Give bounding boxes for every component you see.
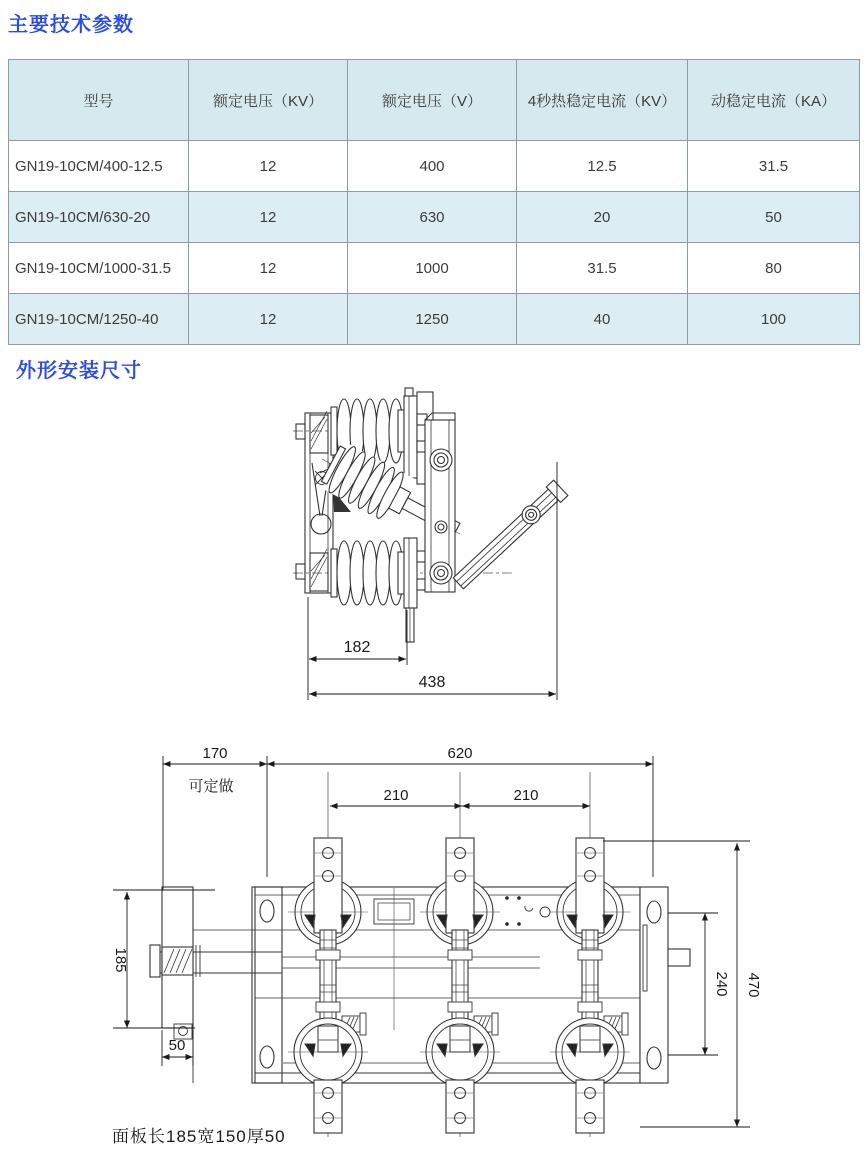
value-cell: 20 xyxy=(517,192,688,243)
value-cell: 50 xyxy=(688,192,860,243)
column-header: 动稳定电流（KA） xyxy=(688,60,860,141)
value-cell: 100 xyxy=(688,294,860,345)
model-cell: GN19-10CM/400-12.5 xyxy=(9,141,189,192)
dim-label-170: 170 xyxy=(202,745,228,762)
value-cell: 630 xyxy=(348,192,517,243)
model-cell: GN19-10CM/630-20 xyxy=(9,192,189,243)
dim-label-210a: 210 xyxy=(383,787,409,804)
column-header: 型号 xyxy=(9,60,189,141)
dim-label-185: 185 xyxy=(112,947,129,973)
section-title-parameters: 主要技术参数 xyxy=(8,14,134,36)
value-cell: 80 xyxy=(688,243,860,294)
value-cell: 12 xyxy=(189,294,348,345)
model-cell: GN19-10CM/1000-31.5 xyxy=(9,243,189,294)
value-cell: 31.5 xyxy=(688,141,860,192)
dim-label-470: 470 xyxy=(745,972,762,998)
panel-size-caption: 面板长185宽150厚50 xyxy=(112,1127,286,1146)
dim-label-438: 438 xyxy=(418,674,446,691)
value-cell: 31.5 xyxy=(517,243,688,294)
value-cell: 12 xyxy=(189,192,348,243)
dim-label-620: 620 xyxy=(447,745,473,762)
dim-label-240: 240 xyxy=(713,971,730,997)
value-cell: 1000 xyxy=(348,243,517,294)
side-view-drawing xyxy=(293,388,568,700)
value-cell: 40 xyxy=(517,294,688,345)
custom-note-label: 可定做 xyxy=(188,778,234,795)
value-cell: 400 xyxy=(348,141,517,192)
value-cell: 12 xyxy=(189,141,348,192)
front-view-drawing xyxy=(112,745,762,1137)
column-header: 额定电压（KV） xyxy=(189,60,348,141)
dim-label-50: 50 xyxy=(168,1037,186,1054)
model-cell: GN19-10CM/1250-40 xyxy=(9,294,189,345)
column-header: 额定电压（V） xyxy=(348,60,517,141)
value-cell: 12.5 xyxy=(517,141,688,192)
dim-label-182: 182 xyxy=(343,639,371,656)
section-title-dimensions: 外形安装尺寸 xyxy=(16,360,142,382)
dim-label-210b: 210 xyxy=(513,787,539,804)
column-header: 4秒热稳定电流（KV） xyxy=(517,60,688,141)
value-cell: 12 xyxy=(189,243,348,294)
value-cell: 1250 xyxy=(348,294,517,345)
